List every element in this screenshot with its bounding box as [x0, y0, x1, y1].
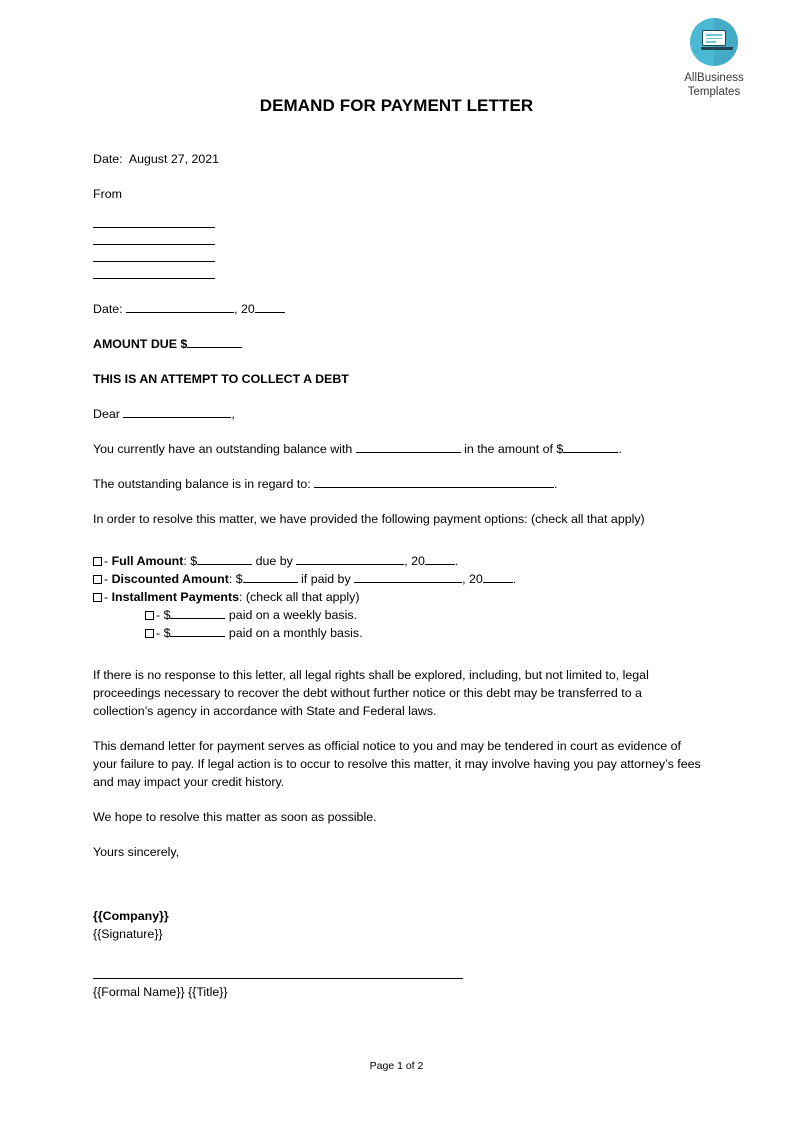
- recipient-date-blank[interactable]: [126, 300, 234, 313]
- weekly-amount-blank[interactable]: [170, 606, 225, 619]
- date-line: [93, 150, 701, 168]
- sub-option-text: paid on a weekly basis.: [225, 608, 358, 622]
- option-label: Full Amount: [111, 554, 184, 568]
- option-year-prefix: , 20: [404, 554, 425, 568]
- option-dash: -: [104, 590, 112, 604]
- attempt-to-collect-notice: THIS IS AN ATTEMPT TO COLLECT A DEBT: [93, 372, 349, 386]
- full-amount-year-blank[interactable]: [425, 552, 455, 565]
- checkbox-icon[interactable]: [145, 629, 154, 638]
- page-title: DEMAND FOR PAYMENT LETTER: [259, 96, 534, 115]
- logo-circle-icon: [690, 18, 738, 66]
- option-year-prefix: , 20: [462, 572, 483, 586]
- balance-text-part1: You currently have an outstanding balance with: [93, 442, 356, 456]
- page-footer: Page 1 of 2: [369, 1060, 424, 1072]
- regard-text-part1: The outstanding balance is in regard to:: [93, 477, 315, 491]
- outstanding-balance-sentence: [93, 440, 701, 458]
- logo-caption: [676, 72, 752, 99]
- full-amount-blank[interactable]: [197, 552, 252, 565]
- payment-option-full-amount[interactable]: [93, 552, 701, 570]
- discounted-amount-blank[interactable]: [243, 570, 298, 583]
- laptop-screen: [702, 30, 726, 46]
- official-notice-paragraph: This demand letter for payment serves as official notice to you and may be tendered in court as evidence of your failure to pay. If legal action is to occur to resolve this matter, it may involve having you pay attorney’s fees and may impact your credit history.: [93, 739, 701, 789]
- discounted-due-date-blank[interactable]: [354, 570, 462, 583]
- signature-rule: [93, 977, 463, 979]
- laptop-screen-line: [706, 41, 716, 43]
- option-dash: -: [104, 554, 112, 568]
- creditor-name-blank[interactable]: [356, 440, 461, 453]
- balance-text-part3: .: [618, 442, 622, 456]
- option-tail: .: [454, 554, 459, 568]
- monthly-amount-blank[interactable]: [170, 624, 225, 637]
- option-label: Discounted Amount: [111, 572, 229, 586]
- date-label: Date:: [93, 152, 123, 166]
- installment-option-monthly[interactable]: [93, 624, 701, 642]
- regard-blank[interactable]: [314, 475, 554, 488]
- company-placeholder: {{Company}}: [93, 909, 169, 923]
- option-mid-text: due by: [252, 554, 297, 568]
- sign-off: Yours sincerely,: [93, 845, 180, 859]
- closing-hope-paragraph: We hope to resolve this matter as soon as possible.: [93, 810, 377, 824]
- regard-text-part2: .: [554, 477, 558, 491]
- laptop-base: [701, 47, 733, 50]
- checkbox-icon[interactable]: [145, 611, 154, 620]
- document-content: [93, 150, 701, 1001]
- option-label-suffix: :: [238, 590, 246, 604]
- laptop-screen-line: [706, 38, 722, 40]
- checkbox-icon[interactable]: [93, 557, 102, 566]
- date-value: August 27, 2021: [128, 152, 220, 166]
- address-blank-line[interactable]: [93, 232, 215, 245]
- option-label-suffix: : $: [183, 554, 198, 568]
- address-blank-line[interactable]: [93, 249, 215, 262]
- discounted-year-blank[interactable]: [483, 570, 513, 583]
- from-label: From: [93, 187, 122, 201]
- option-mid-text: (check all that apply): [245, 590, 360, 604]
- recipient-date-year-blank[interactable]: [255, 300, 285, 313]
- logo-caption-line2: Templates: [687, 85, 741, 98]
- formal-name-title-placeholder: {{Formal Name}} {{Title}}: [93, 985, 228, 999]
- amount-due-label: AMOUNT DUE $: [93, 337, 188, 351]
- option-dash: -: [104, 572, 112, 586]
- logo-caption-line1: AllBusiness: [684, 72, 744, 84]
- salutation-blank[interactable]: [123, 405, 231, 418]
- installment-option-weekly[interactable]: [93, 606, 701, 624]
- checkbox-icon[interactable]: [93, 575, 102, 584]
- salutation-label: Dear: [93, 407, 124, 421]
- payment-option-installment-payments[interactable]: [93, 588, 701, 606]
- legal-notice-paragraph: If there is no response to this letter, all legal rights shall be explored, including, but not limited to, legal proceedings necessary to recover the debt without further notice or this debt may be transferred to a collection’s agency in accordance with State and Federal laws.: [93, 668, 649, 718]
- address-blank-line[interactable]: [93, 266, 215, 279]
- sub-option-text: paid on a monthly basis.: [225, 626, 363, 640]
- option-label-suffix: : $: [228, 572, 243, 586]
- from-address-blank-lines: [93, 215, 701, 279]
- option-tail: .: [512, 572, 517, 586]
- sub-option-dash: - $: [156, 608, 171, 622]
- recipient-date-year-prefix: , 20: [234, 302, 255, 316]
- recipient-date-line: [93, 300, 701, 318]
- payment-options-intro: In order to resolve this matter, we have provided the following payment options: (check all that apply): [93, 512, 645, 526]
- signature-placeholder: {{Signature}}: [93, 927, 163, 941]
- salutation-line: [93, 405, 701, 423]
- full-amount-due-date-blank[interactable]: [296, 552, 404, 565]
- laptop-icon: [701, 30, 727, 50]
- checkbox-icon[interactable]: [93, 593, 102, 602]
- address-blank-line[interactable]: [93, 215, 215, 228]
- option-mid-text: if paid by: [297, 572, 355, 586]
- payment-option-discounted-amount[interactable]: [93, 570, 701, 588]
- amount-due-blank[interactable]: [187, 335, 242, 348]
- amount-due-line: [93, 335, 701, 353]
- recipient-date-label: Date:: [93, 302, 127, 316]
- balance-text-part2: in the amount of $: [460, 442, 564, 456]
- sub-option-dash: - $: [156, 626, 171, 640]
- balance-amount-blank[interactable]: [563, 440, 618, 453]
- salutation-comma: ,: [231, 407, 235, 421]
- regard-sentence: [93, 475, 701, 493]
- allbusiness-templates-logo: [676, 18, 752, 99]
- laptop-screen-line: [706, 34, 722, 36]
- option-label: Installment Payments: [111, 590, 239, 604]
